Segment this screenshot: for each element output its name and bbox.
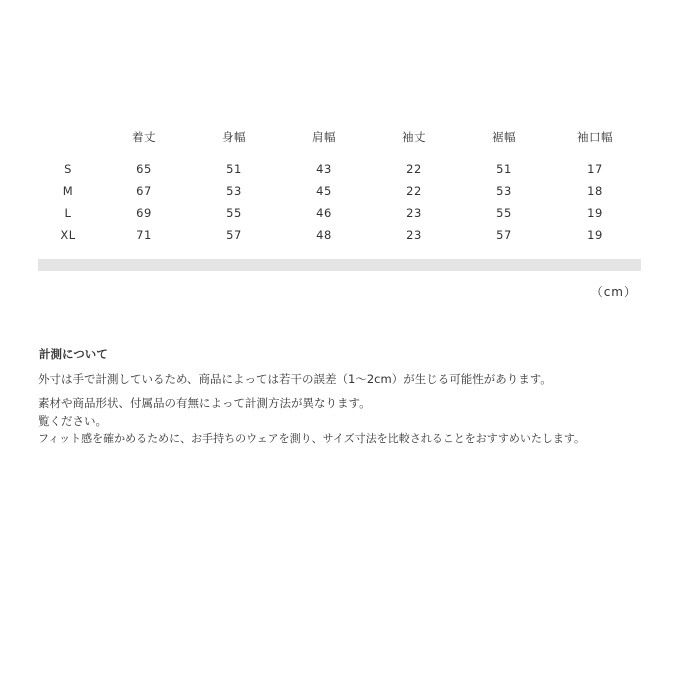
table-row [38, 224, 640, 246]
table-cell: 23 [406, 228, 422, 242]
table-cell: 23 [406, 206, 422, 220]
size-label: S [64, 162, 72, 176]
table-cell: 69 [136, 206, 152, 220]
table-cell: 57 [226, 228, 242, 242]
table-header-row [38, 122, 640, 152]
table-cell: 22 [406, 162, 422, 176]
table-cell: 48 [316, 228, 332, 242]
table-cell: 43 [316, 162, 332, 176]
size-label: XL [60, 228, 76, 242]
table-cell: 55 [226, 206, 242, 220]
table-row [38, 180, 640, 202]
header-hem-width: 裾幅 [492, 130, 516, 144]
table-cell: 67 [136, 184, 152, 198]
table-cell: 17 [587, 162, 603, 176]
table-cell: 19 [587, 228, 603, 242]
table-row [38, 158, 640, 180]
unit-label: （cm） [590, 285, 637, 299]
header-cuff-width: 袖口幅 [577, 130, 613, 144]
size-table [38, 122, 640, 246]
table-cell: 53 [496, 184, 512, 198]
table-cell: 46 [316, 206, 332, 220]
table-cell: 55 [496, 206, 512, 220]
table-cell: 65 [136, 162, 152, 176]
table-cell: 53 [226, 184, 242, 198]
header-body-width: 身幅 [222, 130, 246, 144]
table-footer-bar [38, 259, 641, 271]
table-row [38, 202, 640, 224]
table-cell: 51 [226, 162, 242, 176]
size-label: L [64, 206, 72, 220]
notes-title: 計測について [39, 347, 108, 361]
header-sleeve-length: 袖丈 [402, 130, 426, 144]
table-cell: 19 [587, 206, 603, 220]
table-cell: 51 [496, 162, 512, 176]
table-cell: 71 [136, 228, 152, 242]
note-line: 覧ください。 [38, 414, 107, 428]
table-cell: 45 [316, 184, 332, 198]
note-line: 素材や商品形状、付属品の有無によって計測方法が異なります。 [38, 396, 371, 410]
table-cell: 57 [496, 228, 512, 242]
note-line: フィット感を確かめるために、お手持ちのウェアを測り、サイズ寸法を比較されることをおすすめいたします。 [38, 432, 586, 445]
measurement-notes [38, 345, 643, 448]
note-line: 外寸は手で計測しているため、商品によっては若干の誤差（1〜2cm）が生じる可能性があります。 [38, 372, 552, 386]
size-label: M [62, 184, 74, 198]
table-cell: 22 [406, 184, 422, 198]
header-shoulder-width: 肩幅 [312, 130, 336, 144]
header-length: 着丈 [132, 130, 156, 144]
table-cell: 18 [587, 184, 603, 198]
